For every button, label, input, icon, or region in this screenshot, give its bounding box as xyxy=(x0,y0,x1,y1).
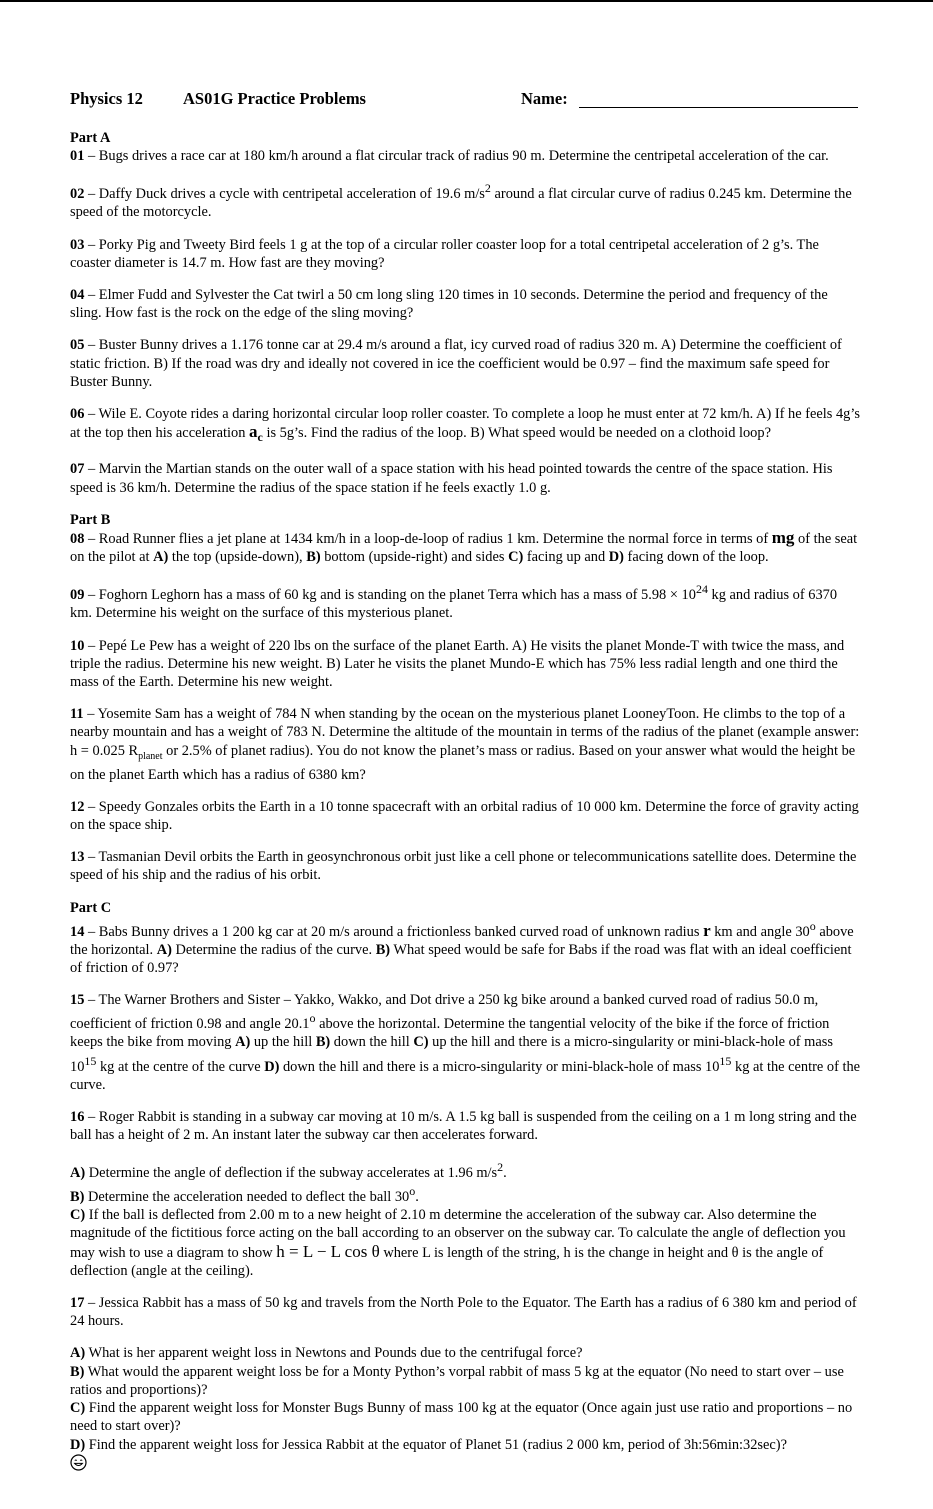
problem-text: Tasmanian Devil orbits the Earth in geosynchronous orbit just like a cell phone or telecommunications satellite does. Determine the speed of his ship and the radius of his orbit. xyxy=(70,849,857,884)
dash: – xyxy=(84,530,99,547)
problem-number: 07 xyxy=(70,461,85,478)
problem-text: Jessica Rabbit has a mass of 50 kg and travels from the North Pole to the Equator. The Earth has a radius of 6 380 km and period of 24 hours. xyxy=(70,1295,857,1330)
sub-label-a: A) xyxy=(70,1345,86,1362)
problem-text: bottom (upside-right) and sides xyxy=(320,549,509,566)
dash: – xyxy=(84,287,99,304)
problem-12 xyxy=(70,798,862,834)
problem-text: . xyxy=(415,1189,419,1206)
sub-label-a: A) xyxy=(70,1165,86,1182)
sub-label-a: A) xyxy=(156,941,172,958)
problem-text: facing down of the loop. xyxy=(623,549,769,566)
problem-number: 01 xyxy=(70,148,85,165)
problem-17-part-c xyxy=(70,1399,862,1435)
sub-label-d: D) xyxy=(264,1058,280,1075)
dash: – xyxy=(84,236,99,253)
problem-number: 15 xyxy=(70,992,85,1009)
problem-17-part-d xyxy=(70,1436,862,1454)
problem-text: the top (upside-down), xyxy=(168,549,307,566)
problem-03 xyxy=(70,236,862,272)
problem-06 xyxy=(70,405,862,446)
problem-number: 09 xyxy=(70,587,85,604)
problem-text: What speed would be safe for Babs if the road was flat with an ideal coefficient of friction of 0.97? xyxy=(70,941,852,977)
height-equation: h = L − L cos θ xyxy=(276,1241,380,1261)
problem-text: of the seat on the pilot at xyxy=(70,530,858,566)
dash: – xyxy=(84,148,99,165)
problem-number: 11 xyxy=(70,706,84,723)
problem-01 xyxy=(70,147,862,165)
sub-label-b: B) xyxy=(70,1189,85,1206)
sub-label-a: A) xyxy=(235,1034,251,1051)
dash: – xyxy=(84,587,99,604)
problem-13 xyxy=(70,848,862,884)
degree-mark: o xyxy=(809,918,816,933)
problem-04 xyxy=(70,286,862,322)
problem-text: Determine the angle of deflection if the subway accelerates at 1.96 m/s xyxy=(85,1165,498,1182)
name-label: Name: xyxy=(521,89,568,108)
problem-text: The Warner Brothers and Sister – Yakko, Wakko, and Dot drive a 250 kg bike around a banked curved road of radius 50.0 m, coefficient of friction 0.98 and angle 20.1 xyxy=(70,992,819,1033)
dash: – xyxy=(84,923,99,940)
problem-text: kg at the centre of the curve xyxy=(96,1058,265,1075)
worksheet-title: AS01G Practice Problems xyxy=(183,89,366,108)
part-b-heading: Part B xyxy=(70,511,111,528)
problem-11 xyxy=(70,705,862,784)
problem-text: Roger Rabbit is standing in a subway car moving at 10 m/s. A 1.5 kg ball is suspended from the ceiling on a 1 m long string and the ball has a height of 2 m. An instant later the subway car then accelerates forward. xyxy=(70,1108,857,1144)
mg-symbol: mg xyxy=(771,527,795,547)
problem-text: Determine the acceleration needed to deflect the ball 30 xyxy=(84,1189,410,1206)
sub-label-c: C) xyxy=(508,549,524,566)
problem-text: down the hill xyxy=(330,1034,414,1051)
problem-16 xyxy=(70,1108,862,1144)
dash: – xyxy=(83,706,98,723)
problem-07 xyxy=(70,460,862,496)
problem-number: 10 xyxy=(70,637,85,654)
problem-number: 12 xyxy=(70,798,85,815)
problem-text: What would the apparent weight loss be for a Monty Python’s vorpal rabbit of mass 5 kg at the equator (No need to start over – use ratios and proportions)? xyxy=(70,1363,844,1398)
problem-number: 03 xyxy=(70,236,85,253)
problem-text: Determine the radius of the curve. xyxy=(171,941,376,958)
smiley-face-icon xyxy=(70,1454,87,1471)
dash: – xyxy=(84,337,99,354)
exponent: 24 xyxy=(695,582,708,597)
problem-text: Foghorn Leghorn has a mass of 60 kg and is standing on the planet Terra which has a mass of 5.98 × 10 xyxy=(98,587,696,604)
problem-15 xyxy=(70,991,862,1094)
course-name: Physics 12 xyxy=(70,89,143,108)
sub-label-b: B) xyxy=(306,549,321,566)
problem-10 xyxy=(70,637,862,692)
problem-text: Buster Bunny drives a 1.176 tonne car at 29.4 m/s around a flat, icy curved road of radius 320 m. A) Determine the coefficient of static friction. B) If the road was dry and ideally not covered in ice the coefficient would be 0.97 – find the maximum safe speed for Buster Bunny. xyxy=(70,337,842,390)
problem-text: Babs Bunny drives a 1 200 kg car at 20 m/s around a frictionless banked curved road of unknown radius xyxy=(98,923,704,940)
problem-text: . xyxy=(503,1165,507,1182)
problem-text: If the ball is deflected from 2.00 m to a new height of 2.10 m determine the acceleration of the subway car. Also determine the magnitude of the fictitious force acting on the ball according to an observer on the subway car. To calculate the angle of deflection you may wish to use a diagram to show xyxy=(70,1207,846,1261)
sub-label-b: B) xyxy=(70,1363,85,1380)
problem-text: Find the apparent weight loss for Monster Bugs Bunny of mass 100 kg at the equator (Once again just use ratio and proportions – no need to start over)? xyxy=(70,1400,853,1435)
dash: – xyxy=(84,1295,99,1312)
problem-number: 08 xyxy=(70,530,85,547)
part-c-heading: Part C xyxy=(70,899,112,916)
problem-text: Pepé Le Pew has a weight of 220 lbs on the surface of the planet Earth. A) He visits the planet Monde-T with twice the mass, and triple the radius. Determine his new weight. B) Later he visits the planet Mundo-E which has 75% less radial length and one third the mass of the Earth. Determine his new weight. xyxy=(70,637,845,690)
problem-text: Road Runner flies a jet plane at 1434 km/h in a loop-de-loop of radius 1 km. Determine the normal force in terms of xyxy=(98,530,772,547)
problem-05 xyxy=(70,336,862,391)
sub-label-c: C) xyxy=(413,1034,429,1051)
acceleration-symbol: a xyxy=(249,422,258,442)
dash: – xyxy=(84,461,99,478)
problem-16-part-a xyxy=(70,1158,862,1182)
top-border-line xyxy=(0,0,933,2)
dash: – xyxy=(84,992,99,1009)
dash: – xyxy=(84,186,99,203)
problem-17 xyxy=(70,1294,862,1330)
problem-text: Daffy Duck drives a cycle with centripetal acceleration of 19.6 m/s xyxy=(98,186,485,203)
problem-text: kg and radius of 6370 km. Determine his weight on the surface of this mysterious planet. xyxy=(70,587,838,622)
problem-text: km and angle 30 xyxy=(710,923,810,940)
worksheet-page xyxy=(70,88,862,1476)
problem-02 xyxy=(70,179,862,221)
problem-number: 16 xyxy=(70,1108,85,1125)
problem-text: Marvin the Martian stands on the outer wall of a space station with his head pointed towards the centre of the space station. His speed is 36 km/h. Determine the radius of the space station if he feels exactly 1.0 g. xyxy=(70,461,833,496)
exponent: 2 xyxy=(484,181,491,196)
problem-text: above the horizontal. Determine the tangential velocity of the bike if the force of friction keeps the bike from moving xyxy=(70,1016,830,1051)
problem-text: kg at the centre of the curve. xyxy=(70,1058,861,1093)
part-a-heading: Part A xyxy=(70,130,111,146)
problem-number: 17 xyxy=(70,1295,85,1312)
problem-text: Yosemite Sam has a weight of 784 N when standing by the ocean on the mysterious planet LooneyToon. He climbs to the top of a nearby mountain and has a weight of 783 N. Determine the altitude of the mountain in terms of the radius of the planet (example answer: h = 0.025 R xyxy=(70,706,860,759)
problem-text: or 2.5% of planet radius). You do not know the planet’s mass or radius. Based on your answer what would the height be on the planet Earth which has a radius of 6380 km? xyxy=(70,742,856,783)
problem-number: 14 xyxy=(70,923,85,940)
problem-text: is 5g’s. Find the radius of the loop. B) What speed would be needed on a clothoid loop? xyxy=(262,425,771,442)
problem-text: Wile E. Coyote rides a daring horizontal circular loop roller coaster. To complete a loop he must enter at 72 km/h. A) If he feels 4g’s at the top then his acceleration xyxy=(70,406,860,442)
dash: – xyxy=(84,406,99,423)
problem-text: where L is length of the string, h is the change in height and θ is the angle of deflection (angle at the ceiling). xyxy=(70,1244,824,1279)
problem-text: Elmer Fudd and Sylvester the Cat twirl a 50 cm long sling 120 times in 10 seconds. Determine the period and frequency of the sling. How fast is the rock on the edge of the sling moving? xyxy=(70,287,828,322)
degree-mark: o xyxy=(409,1184,416,1199)
problem-number: 05 xyxy=(70,337,85,354)
dash: – xyxy=(84,637,99,654)
exponent: 15 xyxy=(719,1053,732,1068)
problem-16-part-b xyxy=(70,1182,862,1206)
exponent: 2 xyxy=(497,1160,504,1175)
problem-number: 04 xyxy=(70,287,85,304)
problem-text: What is her apparent weight loss in Newtons and Pounds due to the centrifugal force? xyxy=(85,1345,583,1362)
problem-text: Find the apparent weight loss for Jessica Rabbit at the equator of Planet 51 (radius 2 000 km, period of 3h:56min:32sec)? xyxy=(85,1436,787,1453)
smiley-row xyxy=(70,1454,862,1476)
problem-text: facing up and xyxy=(523,549,609,566)
problem-text: Bugs drives a race car at 180 km/h around a flat circular track of radius 90 m. Determine the centripetal acceleration of the car. xyxy=(98,148,829,165)
problem-text: up the hill xyxy=(250,1034,316,1051)
problem-text: up the hill and there is a micro-singularity or mini-black-hole of mass 10 xyxy=(70,1034,833,1075)
dash: – xyxy=(84,849,99,866)
problem-text: around a flat circular curve of radius 0.245 km. Determine the speed of the motorcycle. xyxy=(70,186,852,221)
problem-text: down the hill and there is a micro-singularity or mini-black-hole of mass 10 xyxy=(279,1058,720,1075)
problem-08 xyxy=(70,529,862,566)
sub-label-c: C) xyxy=(70,1400,86,1417)
problem-17-part-b xyxy=(70,1363,862,1399)
problem-17-part-a xyxy=(70,1344,862,1362)
problem-09 xyxy=(70,580,862,622)
problem-text: Speedy Gonzales orbits the Earth in a 10 tonne spacecraft with an orbital radius of 10 000 km. Determine the force of gravity acting on the space ship. xyxy=(70,798,859,834)
sub-label-c: C) xyxy=(70,1207,86,1224)
sub-label-a: A) xyxy=(153,549,169,566)
sub-label-b: B) xyxy=(315,1034,331,1051)
name-blank-line xyxy=(579,107,858,108)
problem-text: Porky Pig and Tweety Bird feels 1 g at the top of a circular roller coaster loop for a total centripetal acceleration of 2 g’s. The coaster diameter is 14.7 m. How fast are they moving? xyxy=(70,236,819,271)
problem-number: 02 xyxy=(70,186,85,203)
subscript: c xyxy=(257,430,263,445)
degree-mark: o xyxy=(309,1011,316,1026)
subscript: planet xyxy=(138,750,163,762)
problem-number: 06 xyxy=(70,406,85,423)
sub-label-d: D) xyxy=(608,549,624,566)
exponent: 15 xyxy=(84,1053,97,1068)
problem-text: above the horizontal. xyxy=(70,923,854,958)
dash: – xyxy=(84,798,99,815)
problem-number: 13 xyxy=(70,849,85,866)
problem-14 xyxy=(70,917,862,977)
radius-symbol: r xyxy=(703,920,711,940)
worksheet-header xyxy=(70,88,862,112)
problem-16-part-c xyxy=(70,1206,862,1280)
sub-label-b: B) xyxy=(375,941,391,958)
dash: – xyxy=(84,1108,99,1125)
sub-label-d: D) xyxy=(70,1436,86,1453)
